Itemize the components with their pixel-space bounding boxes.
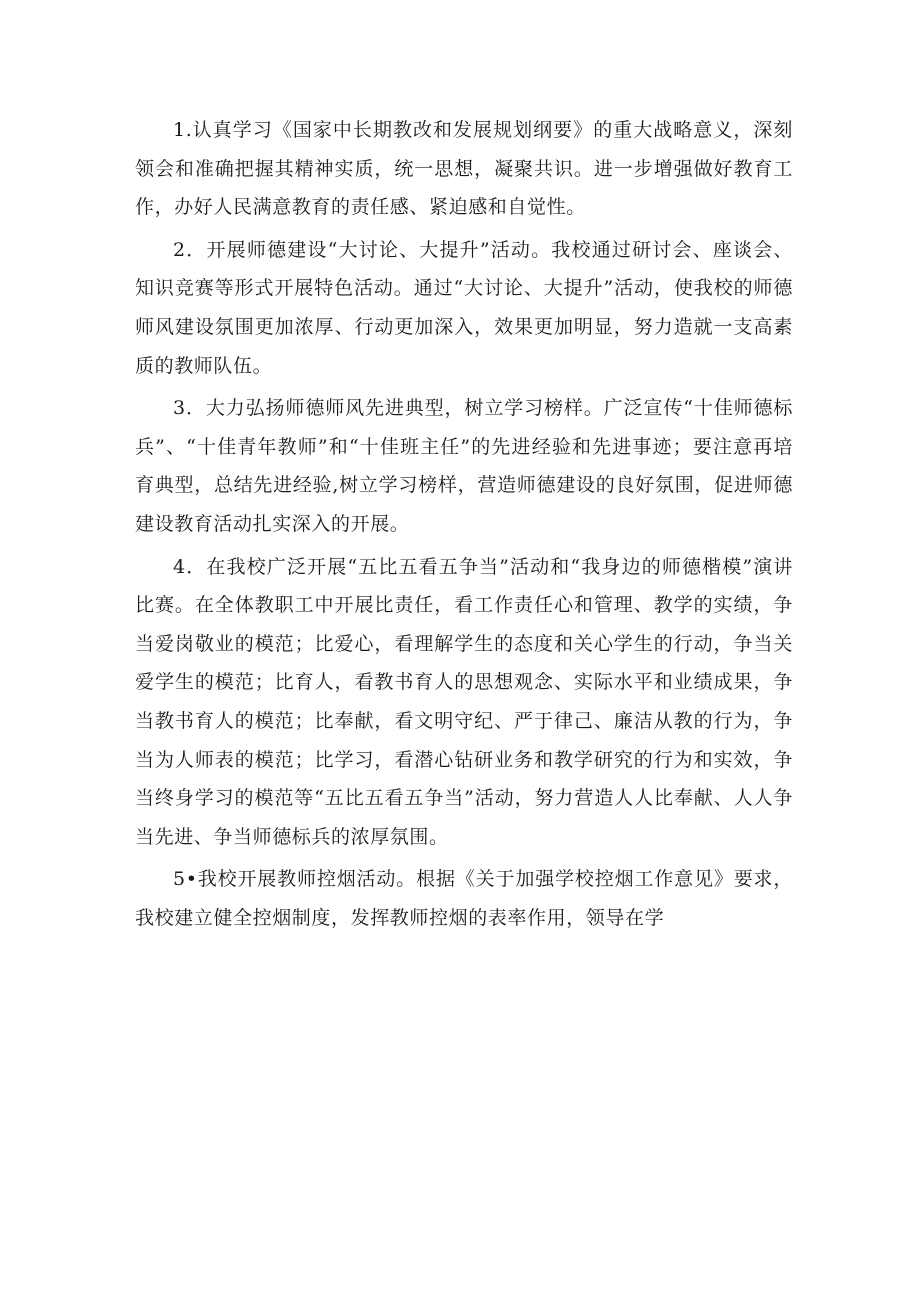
paragraph-1: 1.认真学习《国家中长期教改和发展规划纲要》的重大战略意义，深刻领会和准确把握其精神实质，统一思想，凝聚共识。进一步增强做好教育工作，办好人民满意教育的责任感、紧迫感和自觉性。: [135, 119, 793, 219]
paragraph-3: 3．大力弘扬师德师风先进典型，树立学习榜样。广泛宣传“十佳师德标兵”、“十佳青年教师”和“十佳班主任”的先进经验和先进事迹；要注意再培育典型，总结先进经验,树立学习榜样，营造师德建设的良好氛围，促进师德建设教育活动扎实深入的开展。: [135, 397, 793, 535]
paragraph-2: 2．开展师德建设“大讨论、大提升”活动。我校通过研讨会、座谈会、知识竞赛等形式开展特色活动。通过“大讨论、大提升”活动，使我校的师德师风建设氛围更加浓厚、行动更加深入，效果更加明显，努力造就一支高素质的教师队伍。: [135, 238, 793, 377]
document-body: [135, 111, 793, 941]
paragraph-4: 4．在我校广泛开展“五比五看五争当”活动和“我身边的师德楷模”演讲比赛。在全体教职工中开展比责任，看工作责任心和管理、教学的实绩，争当爱岗敬业的模范；比爱心，看理解学生的态度和关心学生的行动，争当关爱学生的模范；比育人，看教书育人的思想观念、实际水平和业绩成果，争当教书育人的模范；比奉献，看文明守纪、严于律己、廉洁从教的行为，争当为人师表的模范；比学习，看潜心钻研业务和教学研究的行为和实效，争当终身学习的模范等“五比五看五争当”活动，努力营造人人比奉献、人人争当先进、争当师德标兵的浓厚氛围。: [135, 555, 793, 848]
paragraph-5: 5•我校开展教师控烟活动。根据《关于加强学校控烟工作意见》要求，我校建立健全控烟制度，发挥教师控烟的表率作用，领导在学: [135, 868, 793, 929]
